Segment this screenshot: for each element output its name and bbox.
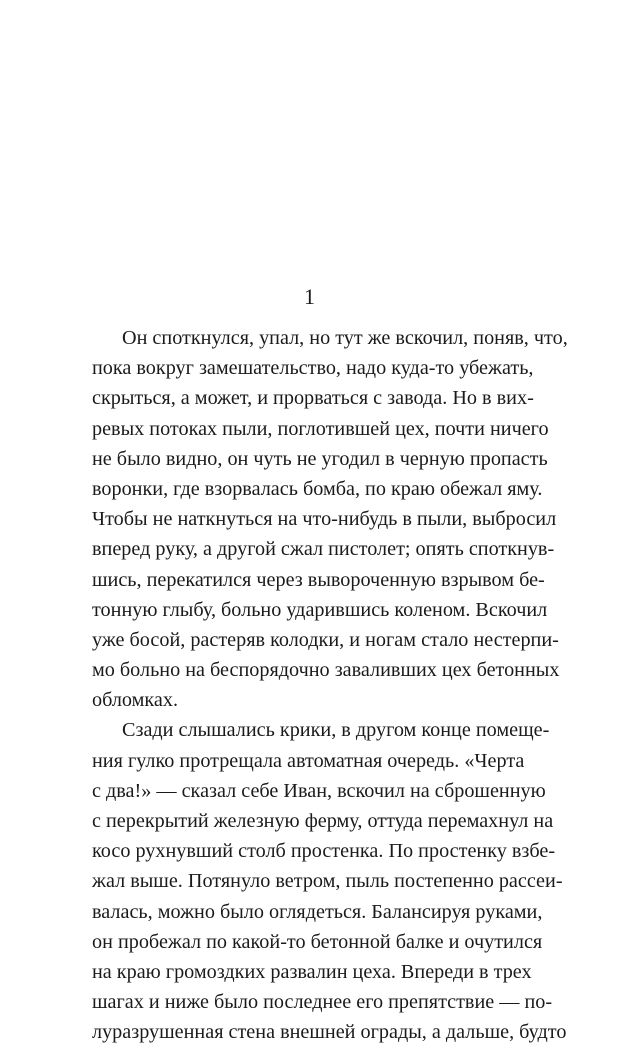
text-line: не было видно, он чуть не угодил в черную пропасть [92, 447, 548, 470]
text-line: ния гулко протрещала автоматная очередь. «Черта [92, 749, 525, 772]
text-line: обломках. [92, 689, 179, 712]
text-line: он пробежал по какой-то бетонной балке и очутился [92, 930, 543, 953]
text-line: косо рухнувший столб простенка. По простенку взбе- [92, 840, 556, 863]
text-line: воронки, где взорвалась бомба, по краю обежал яму. [92, 477, 543, 500]
text-line: скрыться, а может, и прорваться с завода. Но в вих- [92, 387, 534, 410]
text-line: Он споткнулся, упал, но тут же вскочил, поняв, что, [122, 327, 568, 349]
text-line: уже босой, растеряв колодки, и ногам стало нестерпи- [92, 628, 559, 651]
text-line: Чтобы не наткнуться на что-нибудь в пыли, выбросил [92, 508, 557, 531]
text-line: с два!» — сказал себе Иван, вскочил на сброшенную [92, 779, 546, 802]
chapter-number: 1 [304, 284, 315, 309]
text-line: тонную глыбу, больно ударившись коленом. Вскочил [92, 598, 548, 621]
text-line: жал выше. Потянуло ветром, пыль постепенно рассеи- [92, 870, 563, 893]
text-line: ревых потоках пыли, поглотившей цех, почти ничего [92, 417, 549, 440]
text-line: пока вокруг замешательство, надо куда-то убежать, [92, 357, 534, 380]
text-line: Сзади слышались крики, в другом конце помеще- [122, 719, 550, 742]
text-line: луразрушенная стена внешней ограды, а дальше, будто [92, 1021, 567, 1044]
body-text [92, 323, 568, 1048]
text-line: шись, перекатился через вывороченную взрывом бе- [92, 568, 545, 591]
text-line: на краю громоздких развалин цеха. Впереди в трех [92, 960, 532, 983]
text-line: шагах и ниже было последнее его препятствие — по- [92, 991, 553, 1014]
text-line: валась, можно было оглядеться. Балансируя руками, [92, 900, 543, 923]
text-line: мо больно на беспорядочно заваливших цех бетонных [92, 659, 560, 682]
paragraph-1 [92, 323, 568, 715]
text-line: вперед руку, а другой сжал пистолет; опять споткнув- [92, 538, 555, 561]
paragraph-2 [92, 715, 567, 1047]
text-line: с перекрытий железную ферму, оттуда перемахнул на [92, 810, 554, 832]
